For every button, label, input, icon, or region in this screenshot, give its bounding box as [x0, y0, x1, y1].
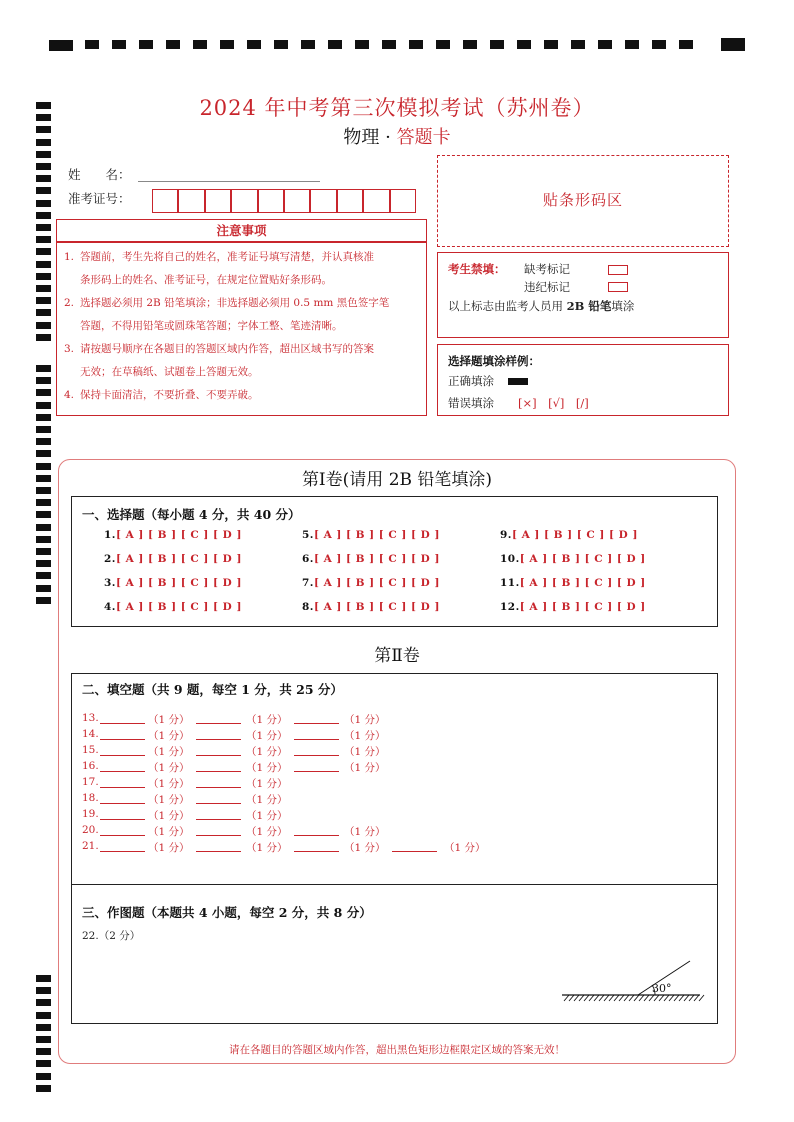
exam-number-boxes[interactable] — [152, 189, 416, 213]
mcq-question — [302, 553, 440, 565]
fill-score: （1 分） — [344, 762, 386, 774]
name-field[interactable] — [138, 181, 320, 182]
notice-item-number: 4. — [64, 389, 75, 401]
timing-mark — [49, 40, 73, 51]
fill-question-number: 18. — [82, 792, 99, 804]
fill-blank[interactable] — [100, 760, 145, 772]
timing-mark — [36, 365, 51, 372]
timing-mark — [36, 999, 51, 1006]
notice-item-continuation: 无效；在草稿纸、试题卷上答题无效。 — [80, 366, 259, 378]
exam-number-label: 准考证号： — [68, 191, 131, 206]
timing-mark — [36, 1073, 51, 1080]
fill-score: （1 分） — [246, 762, 288, 774]
timing-mark — [36, 163, 51, 170]
fill-blank[interactable] — [294, 728, 339, 740]
timing-mark — [36, 212, 51, 219]
mcq-question-number: 10. — [500, 553, 520, 565]
fill-score: （1 分） — [148, 714, 190, 726]
sample-box — [437, 344, 729, 416]
notice-item-line: 答题前，考生先将自己的姓名，准考证号填写清楚，并认真核准 — [80, 251, 374, 263]
correct-fill-label: 正确填涂 — [448, 374, 494, 388]
timing-mark — [36, 414, 51, 421]
fill-score: （1 分） — [444, 842, 486, 854]
mcq-options[interactable]: [ A ] [ B ] [ C ] [ D ] — [313, 577, 440, 589]
mcq-question-number: 4. — [104, 601, 116, 613]
mcq-question — [302, 577, 440, 589]
fill-blank[interactable] — [294, 840, 339, 852]
violation-label: 违纪标记 — [524, 280, 570, 294]
timing-mark — [112, 40, 126, 49]
fill-score: （1 分） — [246, 730, 288, 742]
forbidden-note-pre: 以上标志由监考人员用 — [448, 299, 567, 313]
mcq-question-number: 1. — [104, 529, 116, 541]
fill-question-number: 17. — [82, 776, 99, 788]
timing-mark — [36, 975, 51, 982]
barcode-area-label: 贴条形码区 — [542, 191, 623, 209]
exam-number-digit-box[interactable] — [178, 189, 204, 213]
fill-blank[interactable] — [196, 760, 241, 772]
exam-number-digit-box[interactable] — [363, 189, 389, 213]
timing-mark — [36, 572, 51, 579]
timing-mark — [409, 40, 423, 49]
mcq-options[interactable]: [ A ] [ B ] [ C ] [ D ] — [115, 601, 242, 613]
fill-score: （1 分） — [246, 746, 288, 758]
timing-mark — [36, 438, 51, 445]
timing-mark — [36, 377, 51, 384]
timing-mark — [679, 40, 693, 49]
timing-mark — [36, 511, 51, 518]
fill-score: （1 分） — [148, 794, 190, 806]
mcq-question-number: 3. — [104, 577, 116, 589]
fill-question-number: 15. — [82, 744, 99, 756]
timing-mark — [36, 426, 51, 433]
timing-mark — [721, 38, 745, 51]
fill-blank[interactable] — [100, 808, 145, 820]
timing-mark — [328, 40, 342, 49]
fill-score: （1 分） — [344, 826, 386, 838]
mcq-question — [104, 553, 242, 565]
timing-mark — [36, 200, 51, 207]
fill-question-number: 20. — [82, 824, 99, 836]
timing-mark — [36, 1036, 51, 1043]
mcq-box — [71, 496, 718, 627]
mcq-question-number: 8. — [302, 601, 314, 613]
exam-number-digit-box[interactable] — [258, 189, 284, 213]
mcq-question — [104, 577, 242, 589]
fill-question-number: 19. — [82, 808, 99, 820]
wrong-fill-samples: [×] [√] [/] — [518, 396, 589, 410]
timing-mark — [571, 40, 585, 49]
mcq-question — [302, 529, 440, 541]
mcq-question-number: 7. — [302, 577, 314, 589]
notice-item-continuation: 条形码上的姓名、准考证号，在规定位置贴好条形码。 — [80, 274, 332, 286]
timing-mark — [36, 187, 51, 194]
notice-item — [64, 292, 426, 315]
fill-blank[interactable] — [294, 760, 339, 772]
fill-score: （1 分） — [148, 810, 190, 822]
exam-number-digit-box[interactable] — [231, 189, 257, 213]
timing-mark — [36, 334, 51, 341]
notice-title: 注意事项 — [57, 220, 426, 241]
notice-item-line: 请按题号顺序在各题目的答题区域内作答，超出区域书写的答案 — [80, 343, 374, 355]
mcq-question — [104, 601, 242, 613]
fill-blank[interactable] — [196, 840, 241, 852]
fill-score: （1 分） — [148, 730, 190, 742]
timing-mark — [36, 248, 51, 255]
fill-question-number: 14. — [82, 728, 99, 740]
timing-mark — [36, 475, 51, 482]
mcq-options[interactable]: [ A ] [ B ] [ C ] [ D ] — [511, 529, 638, 541]
fill-blank[interactable] — [100, 728, 145, 740]
timing-mark — [85, 40, 99, 49]
timing-mark — [36, 585, 51, 592]
forbidden-note-bold: 2B 铅笔 — [566, 299, 612, 313]
timing-mark — [436, 40, 450, 49]
fill-blank[interactable] — [100, 824, 145, 836]
mcq-question-number: 2. — [104, 553, 116, 565]
mcq-options[interactable]: [ A ] [ B ] [ C ] [ D ] — [115, 553, 242, 565]
timing-mark — [36, 987, 51, 994]
sample-title: 选择题填涂样例： — [448, 354, 540, 368]
mcq-question — [500, 601, 646, 613]
name-label: 姓 名： — [68, 167, 131, 182]
timing-mark — [301, 40, 315, 49]
fill-score: （1 分） — [246, 810, 288, 822]
fill-score: （1 分） — [246, 794, 288, 806]
notice-box — [56, 242, 427, 416]
fill-score: （1 分） — [344, 714, 386, 726]
footer-note: 请在各题目的答题区域内作答，超出黑色矩形边框限定区域的答案无效！ — [229, 1044, 565, 1056]
timing-mark — [36, 463, 51, 470]
fill-blank[interactable] — [294, 744, 339, 756]
drawing-section-title: 三、作图题（本题共 4 小题，每空 2 分，共 8 分） — [82, 905, 372, 920]
timing-mark — [36, 560, 51, 567]
fill-score: （1 分） — [148, 762, 190, 774]
mcq-question — [500, 529, 638, 541]
absent-mark-box[interactable] — [608, 265, 628, 275]
mcq-question-number: 6. — [302, 553, 314, 565]
timing-mark — [36, 1048, 51, 1055]
forbidden-note — [448, 298, 634, 314]
fill-score: （1 分） — [344, 746, 386, 758]
timing-mark — [36, 273, 51, 280]
notice-item-continuation: 答题，不得用铅笔或圆珠笔答题；字体工整、笔迹清晰。 — [80, 320, 343, 332]
mcq-question — [104, 529, 242, 541]
timing-mark — [36, 322, 51, 329]
mcq-question-number: 12. — [500, 601, 520, 613]
fill-score: （1 分） — [246, 826, 288, 838]
fill-question-number: 13. — [82, 712, 99, 724]
mcq-options[interactable]: [ A ] [ B ] [ C ] [ D ] — [519, 601, 646, 613]
fill-score: （1 分） — [148, 826, 190, 838]
mcq-section-title: 一、选择题（每小题 4 分，共 40 分） — [82, 507, 301, 522]
violation-mark-box[interactable] — [608, 282, 628, 292]
timing-mark — [36, 151, 51, 158]
incline-diagram — [560, 955, 710, 1005]
notice-item-number: 2. — [64, 297, 75, 309]
mcq-question — [302, 601, 440, 613]
answer-card-label: 答题卡 — [396, 127, 451, 148]
timing-mark — [36, 1012, 51, 1019]
mcq-question — [500, 553, 646, 565]
fill-blank[interactable] — [196, 808, 241, 820]
mcq-question-number: 11. — [500, 577, 520, 589]
fill-score: （1 分） — [148, 746, 190, 758]
timing-mark — [274, 40, 288, 49]
notice-item-number: 3. — [64, 343, 75, 355]
timing-mark — [36, 524, 51, 531]
notice-item-number: 1. — [64, 251, 75, 263]
fill-blank[interactable] — [196, 776, 241, 788]
timing-mark — [517, 40, 531, 49]
timing-mark — [36, 548, 51, 555]
timing-mark — [36, 1085, 51, 1092]
mcq-question — [500, 577, 646, 589]
notice-item-line: 保持卡面清洁，不要折叠、不要弄破。 — [80, 389, 259, 401]
exam-title: 2024 年中考第三次模拟考试（苏州卷） — [199, 96, 595, 120]
subject-label: 物理 — [343, 127, 380, 148]
mcq-options[interactable]: [ A ] [ B ] [ C ] [ D ] — [115, 529, 242, 541]
fill-score: （1 分） — [246, 714, 288, 726]
notice-header — [56, 219, 427, 242]
timing-mark — [463, 40, 477, 49]
fill-blank[interactable] — [294, 824, 339, 836]
timing-mark — [598, 40, 612, 49]
fill-blank[interactable] — [196, 728, 241, 740]
card-subtitle — [0, 123, 794, 149]
fill-blank[interactable] — [100, 792, 145, 804]
timing-mark — [36, 487, 51, 494]
exam-number-digit-box[interactable] — [390, 189, 416, 213]
fill-blank[interactable] — [100, 840, 145, 852]
part1-title: 第Ⅰ卷(请用 2B 铅笔填涂) — [301, 470, 493, 490]
fill-score: （1 分） — [148, 842, 190, 854]
part2-title: 第Ⅱ卷 — [374, 646, 420, 666]
timing-mark — [166, 40, 180, 49]
timing-mark — [247, 40, 261, 49]
fill-score: （1 分） — [246, 842, 288, 854]
timing-mark — [36, 597, 51, 604]
fill-blank[interactable] — [100, 744, 145, 756]
timing-mark — [36, 1024, 51, 1031]
timing-mark — [625, 40, 639, 49]
mcq-options[interactable]: [ A ] [ B ] [ C ] [ D ] — [313, 601, 440, 613]
timing-mark — [36, 499, 51, 506]
notice-item-line: 选择题必须用 2B 铅笔填涂；非选择题必须用 0.5 mm 黑色签字笔 — [80, 297, 390, 309]
subtitle-dot: · — [385, 127, 391, 148]
mcq-options[interactable]: [ A ] [ B ] [ C ] [ D ] — [115, 577, 242, 589]
fill-score: （1 分） — [148, 778, 190, 790]
q22-label: 22.（2 分） — [82, 930, 141, 942]
fill-section-title: 二、填空题（共 9 题，每空 1 分，共 25 分） — [82, 682, 343, 697]
timing-mark — [36, 236, 51, 243]
notice-item — [64, 246, 426, 269]
timing-mark — [36, 450, 51, 457]
fill-blank[interactable] — [392, 840, 437, 852]
timing-mark — [36, 402, 51, 409]
fill-blank[interactable] — [196, 824, 241, 836]
timing-mark — [139, 40, 153, 49]
timing-mark — [382, 40, 396, 49]
timing-mark — [36, 536, 51, 543]
exam-number-digit-box[interactable] — [152, 189, 178, 213]
fill-score: （1 分） — [246, 778, 288, 790]
wrong-fill-label: 错误填涂 — [448, 396, 494, 410]
exam-number-digit-box[interactable] — [337, 189, 363, 213]
mcq-options[interactable]: [ A ] [ B ] [ C ] [ D ] — [313, 553, 440, 565]
fill-blank[interactable] — [100, 712, 145, 724]
fill-blank[interactable] — [100, 776, 145, 788]
absent-label: 缺考标记 — [524, 262, 570, 276]
timing-mark — [544, 40, 558, 49]
exam-number-digit-box[interactable] — [310, 189, 336, 213]
exam-number-digit-box[interactable] — [205, 189, 231, 213]
notice-item — [64, 384, 426, 407]
forbidden-note-post: 填涂 — [611, 299, 635, 313]
timing-mark — [36, 224, 51, 231]
timing-mark — [355, 40, 369, 49]
timing-mark — [490, 40, 504, 49]
fill-question-number: 16. — [82, 760, 99, 772]
fill-score: （1 分） — [344, 842, 386, 854]
forbidden-box — [437, 252, 729, 338]
timing-mark — [36, 389, 51, 396]
timing-mark — [652, 40, 666, 49]
mcq-options[interactable]: [ A ] [ B ] [ C ] [ D ] — [313, 529, 440, 541]
fill-question-number: 21. — [82, 840, 99, 852]
timing-mark — [193, 40, 207, 49]
correct-fill-sample — [508, 378, 528, 385]
mcq-options[interactable]: [ A ] [ B ] [ C ] [ D ] — [519, 577, 646, 589]
fill-score: （1 分） — [344, 730, 386, 742]
fill-blank[interactable] — [294, 712, 339, 724]
mcq-options[interactable]: [ A ] [ B ] [ C ] [ D ] — [519, 553, 646, 565]
timing-mark — [36, 175, 51, 182]
exam-number-digit-box[interactable] — [284, 189, 310, 213]
timing-mark — [36, 285, 51, 292]
drawing-box — [71, 884, 718, 1024]
timing-mark — [36, 297, 51, 304]
timing-mark — [36, 309, 51, 316]
timing-mark — [36, 261, 51, 268]
fill-box — [71, 673, 718, 885]
timing-mark — [36, 1060, 51, 1067]
timing-mark — [220, 40, 234, 49]
notice-item — [64, 338, 426, 361]
barcode-area — [437, 155, 729, 247]
mcq-question-number: 9. — [500, 529, 512, 541]
notice-list — [64, 246, 426, 407]
angle-label: 30° — [652, 982, 672, 995]
fill-blank[interactable] — [196, 792, 241, 804]
mcq-question-number: 5. — [302, 529, 314, 541]
fill-blank[interactable] — [196, 712, 241, 724]
fill-blank[interactable] — [196, 744, 241, 756]
forbidden-label: 考生禁填： — [448, 262, 506, 276]
